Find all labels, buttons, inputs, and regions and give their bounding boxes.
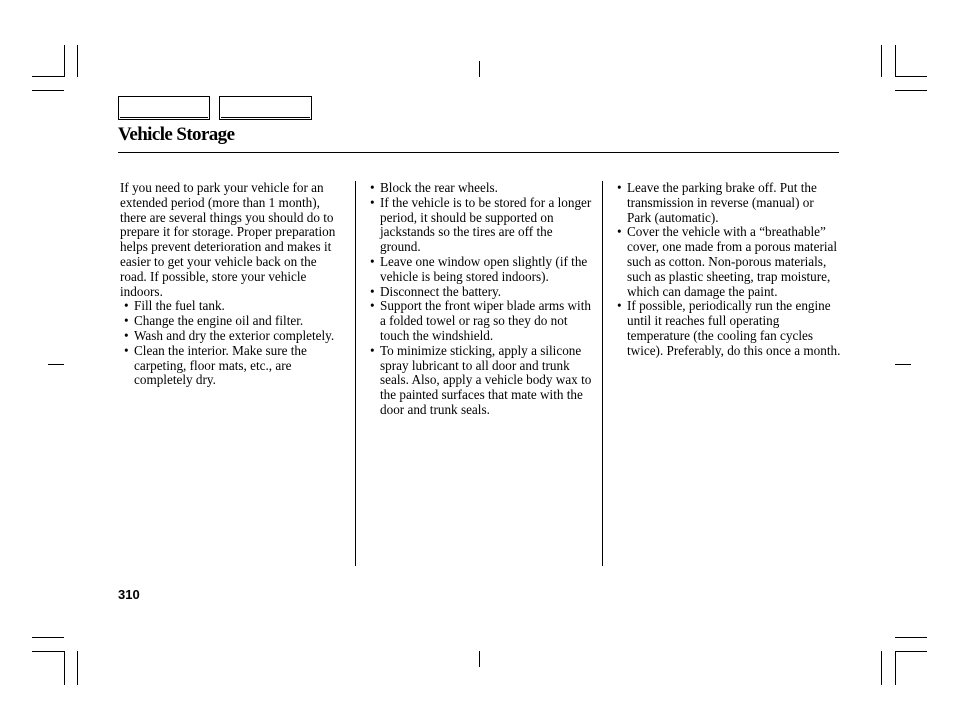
crop-mark <box>64 45 65 77</box>
list-item <box>120 329 346 344</box>
crop-mark <box>895 651 927 652</box>
section-tab[interactable] <box>219 96 312 120</box>
crop-mark <box>77 651 78 685</box>
crop-mark <box>895 651 896 685</box>
list-item-text: To minimize sticking, apply a silicone spray lubricant to all door and trunk seals. Also, apply a vehicle body wax to the painted surfaces that mate with the door and trunk seals. <box>380 342 592 417</box>
crop-mark <box>48 364 64 365</box>
list-item <box>613 299 841 358</box>
page-title: Vehicle Storage <box>118 124 235 145</box>
list-item <box>613 225 841 299</box>
crop-mark <box>32 651 64 652</box>
bullet-icon: • <box>617 224 622 240</box>
list-item-text: Disconnect the battery. <box>380 283 502 299</box>
bullet-icon: • <box>124 342 129 358</box>
list-item-text: Cover the vehicle with a “breathable” cover, one made from a porous material such as cotton. Non-porous materials, such as plastic sheeting, trap moisture, which can damage the paint. <box>627 224 838 299</box>
bullet-icon: • <box>124 327 129 343</box>
list-item <box>120 299 346 314</box>
column-divider <box>355 181 356 566</box>
crop-mark <box>32 76 64 77</box>
bullet-icon: • <box>617 298 622 314</box>
bullet-icon: • <box>370 298 375 314</box>
bullet-icon: • <box>617 180 622 195</box>
crop-mark <box>479 61 480 77</box>
list-item-text: Clean the interior. Make sure the carpeting, floor mats, etc., are completely dry. <box>134 342 307 388</box>
section-tab[interactable] <box>118 96 210 120</box>
list-item <box>366 285 592 300</box>
crop-mark <box>895 637 927 638</box>
column-divider <box>602 181 603 566</box>
intro-paragraph: If you need to park your vehicle for an extended period (more than 1 month), there are several things you should do to prepare it for storage. Proper preparation helps prevent deterioration and makes it easier to get your vehicle back on the road. If possible, store your vehicle indoors. <box>120 180 336 299</box>
bullet-icon: • <box>370 283 375 299</box>
crop-mark <box>895 76 927 77</box>
bullet-list <box>120 299 346 388</box>
list-item <box>366 344 592 418</box>
bullet-icon: • <box>124 313 129 329</box>
list-item <box>613 181 841 225</box>
list-item-text: Change the engine oil and filter. <box>134 313 304 329</box>
crop-mark <box>881 45 882 77</box>
crop-mark <box>895 364 911 365</box>
crop-mark <box>881 651 882 685</box>
bullet-icon: • <box>370 180 375 195</box>
title-rule <box>118 152 839 153</box>
bullet-icon: • <box>370 253 375 269</box>
crop-mark <box>32 90 64 91</box>
list-item <box>120 314 346 329</box>
list-item <box>366 196 592 255</box>
list-item <box>366 299 592 343</box>
page-number: 310 <box>118 587 140 602</box>
column-middle <box>366 181 592 418</box>
list-item-text: Fill the fuel tank. <box>134 298 225 314</box>
crop-mark <box>77 45 78 77</box>
list-item <box>366 255 592 285</box>
crop-mark <box>64 651 65 685</box>
list-item-text: If possible, periodically run the engine until it reaches full operating temperature (the cooling fan cycles twice). Preferably, do this once a month. <box>627 298 841 358</box>
list-item <box>366 181 592 196</box>
crop-mark <box>895 90 927 91</box>
bullet-icon: • <box>370 342 375 358</box>
list-item-text: Leave one window open slightly (if the vehicle is being stored indoors). <box>380 253 588 284</box>
crop-mark <box>479 651 480 667</box>
column-right <box>613 181 841 359</box>
list-item-text: Support the front wiper blade arms with a folded towel or rag so they do not touch the windshield. <box>380 298 591 343</box>
column-left <box>120 181 346 388</box>
crop-mark <box>895 45 896 77</box>
bullet-list <box>366 181 592 418</box>
list-item-text: If the vehicle is to be stored for a longer period, it should be supported on jackstands so the tires are off the ground. <box>380 194 592 255</box>
bullet-icon: • <box>370 194 375 210</box>
bullet-list <box>613 181 841 359</box>
crop-mark <box>32 637 64 638</box>
list-item-text: Leave the parking brake off. Put the transmission in reverse (manual) or Park (automatic). <box>627 180 817 225</box>
list-item-text: Wash and dry the exterior completely. <box>134 327 335 343</box>
list-item-text: Block the rear wheels. <box>380 180 498 195</box>
bullet-icon: • <box>124 298 129 314</box>
list-item <box>120 344 346 388</box>
